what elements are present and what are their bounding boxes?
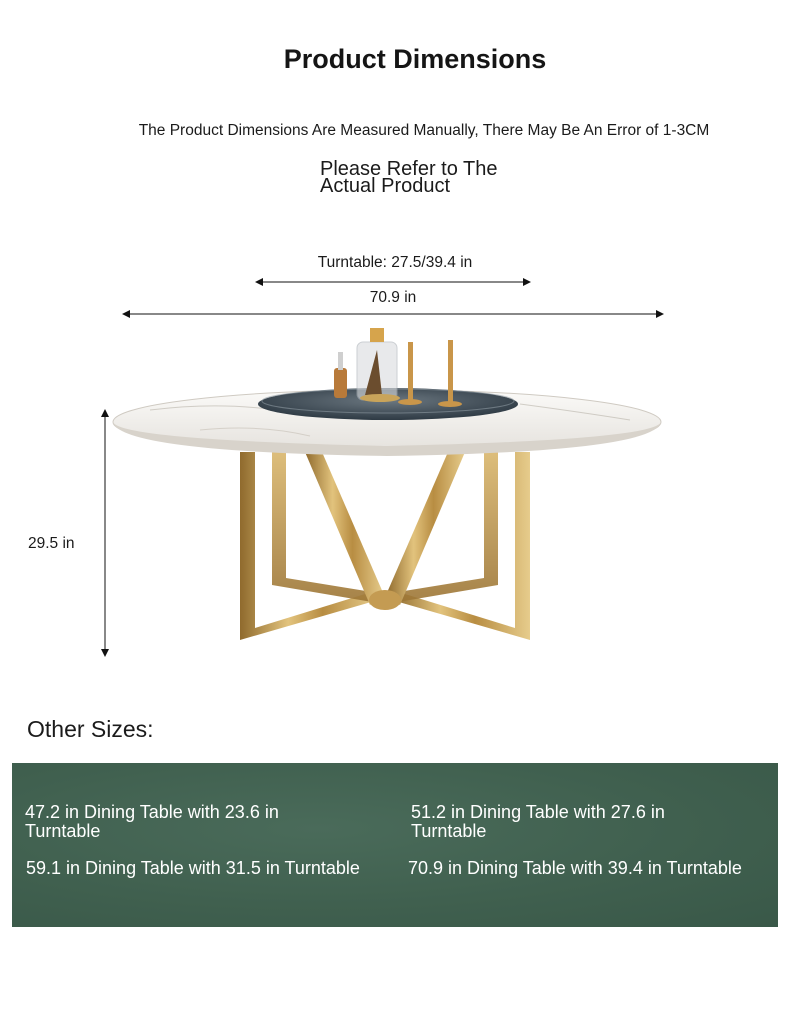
refer-line-1: Please Refer to The (320, 158, 498, 180)
page-title: Product Dimensions (283, 44, 547, 74)
size-option-51-2: 51.2 in Dining Table with 27.6 in Turntable (411, 802, 665, 841)
refer-line-2: Actual Product (320, 175, 451, 197)
size-option-59-1: 59.1 in Dining Table with 31.5 in Turntable (26, 858, 360, 878)
other-sizes-panel (12, 763, 778, 927)
turntable-dimension-label: Turntable: 27.5/39.4 in (317, 254, 473, 271)
other-sizes-heading: Other Sizes: (27, 716, 154, 742)
table-legs (240, 452, 530, 640)
width-dimension-label: 70.9 in (369, 289, 417, 306)
size-option-47-2: 47.2 in Dining Table with 23.6 in Turntable (25, 802, 279, 841)
size-option-70-9: 70.9 in Dining Table with 39.4 in Turntable (408, 858, 742, 878)
measurement-note: The Product Dimensions Are Measured Manually, There May Be An Error of 1-3CM (138, 122, 710, 139)
height-dimension-label: 29.5 in (28, 535, 75, 552)
